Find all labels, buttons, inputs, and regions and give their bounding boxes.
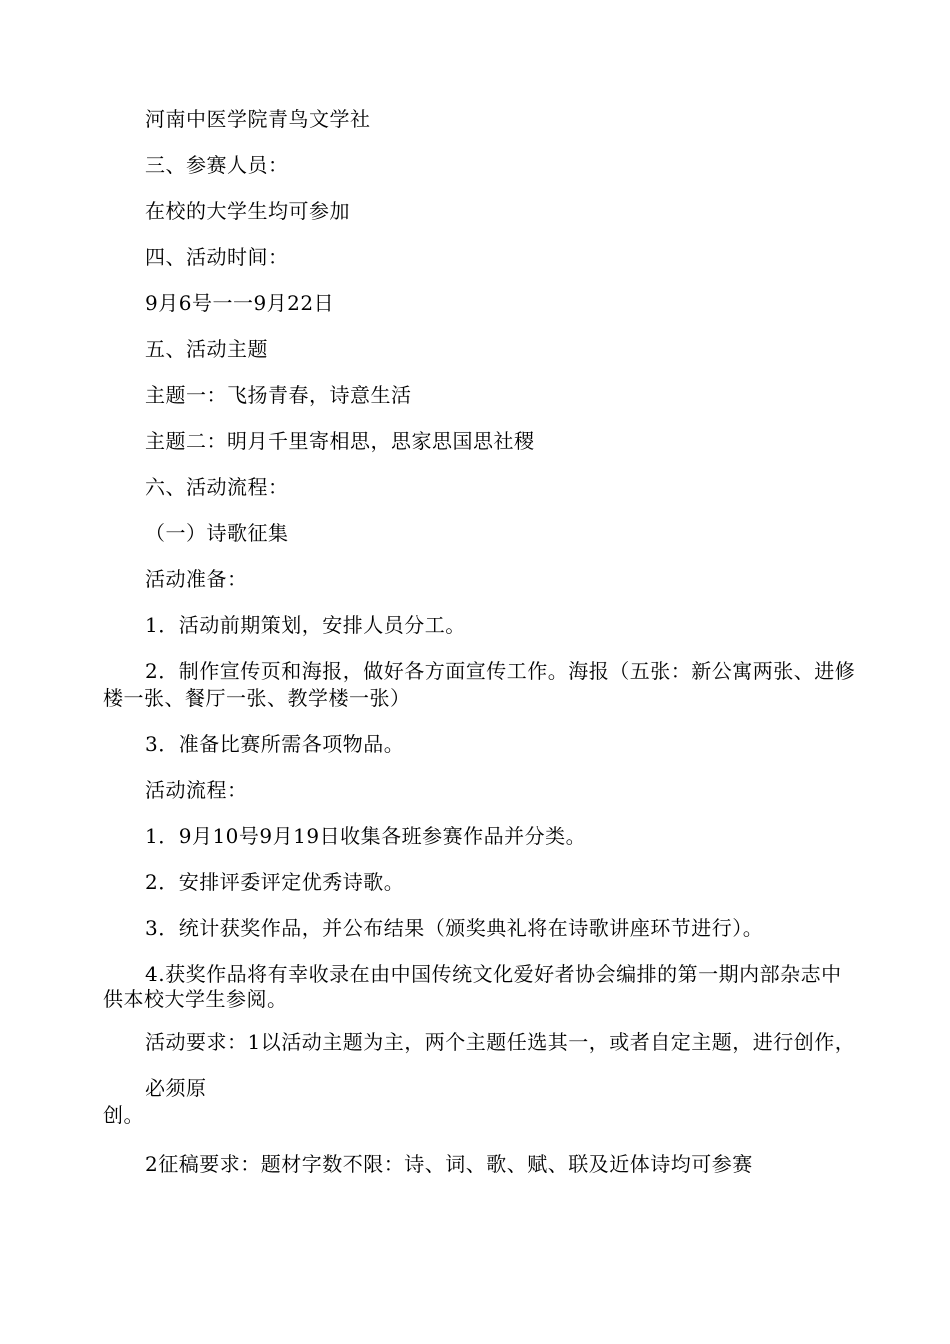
process-item-1: 1．9月10号9月19日收集各班参赛作品并分类。 — [145, 824, 587, 848]
section-heading-theme: 五、活动主题 — [145, 337, 268, 361]
requirement-1-end: 创。 — [103, 1103, 144, 1127]
process-item-4: 4.获奖作品将有幸收录在由中国传统文化爱好者协会编排的第一期内部杂志中 — [145, 962, 842, 986]
section-heading-process: 六、活动流程： — [145, 475, 289, 499]
participants-text: 在校的大学生均可参加 — [145, 199, 350, 223]
process-item-4-cont: 供本校大学生参阅。 — [103, 987, 288, 1011]
subsection-poem-collection: （一）诗歌征集 — [145, 521, 289, 545]
requirement-1: 活动要求：1以活动主题为主，两个主题任选其一，或者自定主题，进行创作， — [145, 1030, 856, 1054]
prep-heading: 活动准备： — [145, 567, 248, 591]
theme-two: 主题二：明月千里寄相思，思家思国思社稷 — [145, 429, 535, 453]
section-heading-time: 四、活动时间： — [145, 245, 289, 269]
requirement-1-cont: 必须原 — [145, 1076, 207, 1100]
theme-one: 主题一：飞扬青春，诗意生活 — [145, 383, 412, 407]
process-heading: 活动流程： — [145, 778, 248, 802]
prep-item-3: 3．准备比赛所需各项物品。 — [145, 732, 405, 756]
prep-item-1: 1．活动前期策划，安排人员分工。 — [145, 613, 466, 637]
prep-item-2: 2．制作宣传页和海报，做好各方面宣传工作。海报（五张：新公寓两张、进修 — [145, 659, 856, 683]
process-item-2: 2．安排评委评定优秀诗歌。 — [145, 870, 405, 894]
org-name: 河南中医学院青鸟文学社 — [145, 107, 371, 131]
process-item-3: 3．统计获奖作品，并公布结果（颁奖典礼将在诗歌讲座环节进行）。 — [145, 916, 764, 940]
requirement-2: 2征稿要求：题材字数不限：诗、词、歌、赋、联及近体诗均可参赛 — [145, 1152, 753, 1176]
section-heading-participants: 三、参赛人员： — [145, 153, 289, 177]
prep-item-2-cont: 楼一张、餐厅一张、教学楼一张） — [103, 686, 411, 710]
time-text: 9月6号一一9月22日 — [145, 291, 335, 315]
